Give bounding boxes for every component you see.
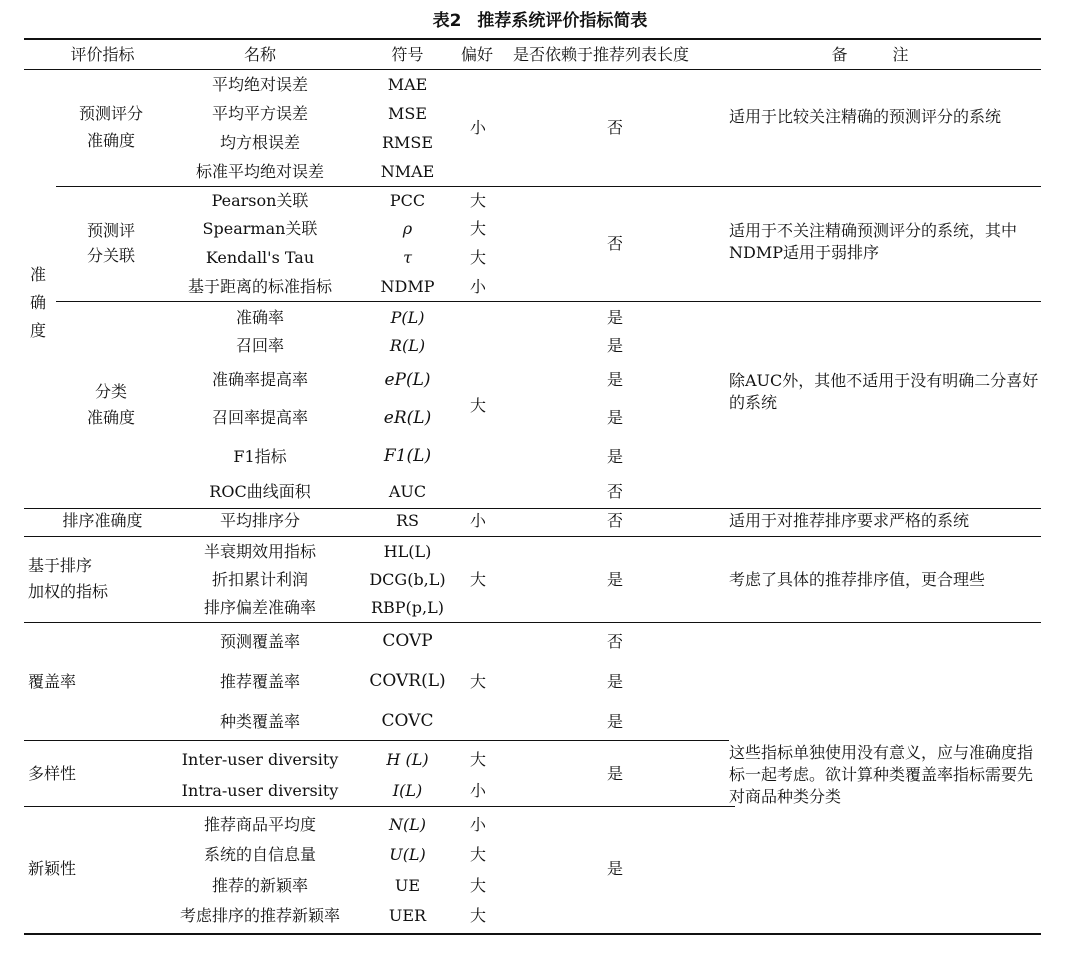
metric-name: 推荐覆盖率 bbox=[219, 672, 300, 691]
metric-symbol: R(L) bbox=[389, 336, 426, 355]
metric-symbol: U(L) bbox=[389, 845, 426, 864]
remark: 适用于对推荐排序要求严格的系统 bbox=[729, 511, 970, 530]
depends-value: 是 bbox=[606, 408, 623, 427]
preference-value: 大 bbox=[469, 248, 486, 267]
header-symbol: 符号 bbox=[391, 45, 424, 64]
metric-name: Pearson关联 bbox=[211, 191, 309, 210]
depends-value: 是 bbox=[606, 764, 623, 783]
metric-symbol: AUC bbox=[388, 482, 427, 501]
metric-name: 推荐的新颖率 bbox=[211, 876, 308, 895]
preference-value: 大 bbox=[469, 750, 486, 769]
depends-value: 否 bbox=[606, 632, 623, 651]
group-label: 分关联 bbox=[86, 246, 135, 265]
preference-value: 大 bbox=[469, 906, 486, 925]
metric-symbol: HL(L) bbox=[383, 542, 432, 561]
rule-pred-acc bbox=[56, 186, 1041, 187]
preference-value: 大 bbox=[469, 845, 486, 864]
depends-value: 是 bbox=[606, 308, 623, 327]
metric-name: 排序偏差准确率 bbox=[203, 598, 316, 617]
depends-value: 否 bbox=[606, 511, 623, 530]
header-preference: 偏好 bbox=[460, 45, 493, 64]
metric-name: Spearman关联 bbox=[202, 219, 318, 238]
metric-name: 平均平方误差 bbox=[211, 104, 308, 123]
metric-name: 准确率提高率 bbox=[211, 370, 308, 389]
preference-value: 大 bbox=[469, 876, 486, 895]
group-label: 排序准确度 bbox=[62, 511, 143, 530]
side-label-char: 准 bbox=[30, 265, 47, 284]
header-depends: 是否依赖于推荐列表长度 bbox=[513, 45, 690, 64]
metric-name: 半衰期效用指标 bbox=[203, 542, 316, 561]
metric-symbol: RBP(p,L) bbox=[370, 598, 444, 617]
depends-value: 是 bbox=[606, 672, 623, 691]
rule-pred-corr bbox=[56, 301, 1041, 302]
metric-name: ROC曲线面积 bbox=[209, 482, 311, 501]
metric-symbol: MSE bbox=[387, 104, 428, 123]
depends-value: 是 bbox=[606, 712, 623, 731]
metric-name: Inter-user diversity bbox=[181, 750, 339, 769]
preference-value: 大 bbox=[469, 570, 486, 589]
bottom-rule bbox=[24, 933, 1041, 935]
metric-name: Intra-user diversity bbox=[181, 781, 339, 800]
group-label: 多样性 bbox=[28, 764, 77, 783]
depends-value: 是 bbox=[606, 859, 623, 878]
preference-value: 大 bbox=[469, 219, 486, 238]
metric-symbol: NDMP bbox=[380, 277, 435, 296]
group-label: 覆盖率 bbox=[28, 672, 77, 691]
metric-symbol: RS bbox=[395, 511, 419, 530]
group-label: 分类 bbox=[94, 382, 127, 401]
preference-value: 大 bbox=[469, 396, 486, 415]
metric-name: 预测覆盖率 bbox=[219, 632, 300, 651]
metric-name: 平均排序分 bbox=[219, 511, 300, 530]
metric-symbol: UER bbox=[388, 906, 427, 925]
remark: 适用于不关注精确预测评分的系统，其中NDMP适用于弱排序 bbox=[729, 221, 1018, 262]
metric-symbol: eP(L) bbox=[384, 370, 431, 390]
group-label: 预测评 bbox=[86, 221, 135, 240]
metric-symbol: PCC bbox=[389, 191, 426, 210]
metric-symbol: NMAE bbox=[380, 162, 435, 181]
rule-diversity bbox=[24, 806, 729, 807]
depends-value: 是 bbox=[606, 336, 623, 355]
preference-value: 小 bbox=[469, 118, 486, 137]
depends-value: 否 bbox=[606, 234, 623, 253]
metric-name: 考虑排序的推荐新颖率 bbox=[179, 906, 340, 925]
remark: 适用于比较关注精确的预测评分的系统 bbox=[729, 107, 1002, 126]
metric-symbol: RMSE bbox=[381, 133, 434, 152]
metric-name: 均方根误差 bbox=[219, 133, 300, 152]
metric-name: 种类覆盖率 bbox=[219, 712, 300, 731]
preference-value: 大 bbox=[469, 672, 486, 691]
rule-rank-weight bbox=[24, 622, 1041, 623]
table-number: 表2 bbox=[432, 11, 462, 31]
group-label: 基于排序 bbox=[28, 556, 93, 575]
depends-value: 是 bbox=[606, 447, 623, 466]
side-label-char: 确 bbox=[30, 293, 47, 312]
preference-value: 大 bbox=[469, 191, 486, 210]
header-remark: 备 注 bbox=[831, 45, 909, 64]
metric-name: Kendall's Tau bbox=[205, 248, 315, 267]
metric-symbol: N(L) bbox=[388, 815, 427, 834]
metric-symbol: MAE bbox=[387, 75, 428, 94]
group-label: 准确度 bbox=[86, 408, 135, 427]
metric-symbol: COVR(L) bbox=[369, 671, 446, 691]
top-rule bbox=[24, 38, 1041, 40]
depends-value: 是 bbox=[606, 570, 623, 589]
metric-name: 召回率提高率 bbox=[211, 408, 308, 427]
metric-symbol: DCG(b,L) bbox=[369, 570, 446, 589]
metric-name: 折扣累计利润 bbox=[211, 570, 308, 589]
preference-value: 小 bbox=[469, 815, 486, 834]
group-label: 准确度 bbox=[86, 131, 135, 150]
remark: 这些指标单独使用没有意义，应与准确度指标一起考虑。欲计算种类覆盖率指标需要先对商品种类分类 bbox=[729, 743, 1034, 806]
remark: 除AUC外，其他不适用于没有明确二分喜好的系统 bbox=[729, 371, 1039, 412]
rule-rank-acc bbox=[24, 536, 1041, 537]
rule-coverage bbox=[24, 740, 729, 741]
side-label-char: 度 bbox=[30, 321, 47, 340]
metric-symbol: UE bbox=[394, 876, 421, 895]
rule-class-acc bbox=[24, 508, 1041, 509]
group-label: 新颖性 bbox=[28, 859, 77, 878]
metric-name: 标准平均绝对误差 bbox=[195, 162, 324, 181]
depends-value: 否 bbox=[606, 482, 623, 501]
depends-value: 是 bbox=[606, 370, 623, 389]
header-name: 名称 bbox=[243, 45, 276, 64]
metric-name: 准确率 bbox=[235, 308, 284, 327]
metric-name: 平均绝对误差 bbox=[211, 75, 308, 94]
metric-name: F1指标 bbox=[233, 447, 287, 466]
preference-value: 小 bbox=[469, 511, 486, 530]
depends-value: 否 bbox=[606, 118, 623, 137]
preference-value: 小 bbox=[469, 781, 486, 800]
preference-value: 小 bbox=[469, 277, 486, 296]
metric-symbol: H (L) bbox=[386, 750, 429, 769]
group-label: 加权的指标 bbox=[28, 582, 109, 601]
remark: 考虑了具体的推荐排序值，更合理些 bbox=[729, 570, 986, 589]
metric-symbol: τ bbox=[403, 248, 412, 267]
metric-symbol: ρ bbox=[402, 219, 413, 238]
header-category: 评价指标 bbox=[70, 45, 135, 64]
metric-name: 召回率 bbox=[235, 336, 284, 355]
header-rule bbox=[24, 69, 1041, 70]
table-caption: 推荐系统评价指标简表 bbox=[477, 11, 648, 31]
table-title bbox=[0, 6, 1080, 31]
metric-symbol: COVC bbox=[381, 711, 434, 731]
metric-symbol: P(L) bbox=[390, 308, 425, 327]
metric-name: 系统的自信息量 bbox=[203, 845, 316, 864]
metric-symbol: eR(L) bbox=[383, 408, 432, 428]
metric-name: 推荐商品平均度 bbox=[203, 815, 316, 834]
group-label: 预测评分 bbox=[78, 104, 143, 123]
metric-symbol: I(L) bbox=[392, 781, 423, 800]
metric-symbol: COVP bbox=[382, 631, 433, 651]
metric-name: 基于距离的标准指标 bbox=[187, 277, 332, 296]
metric-symbol: F1(L) bbox=[383, 446, 432, 466]
